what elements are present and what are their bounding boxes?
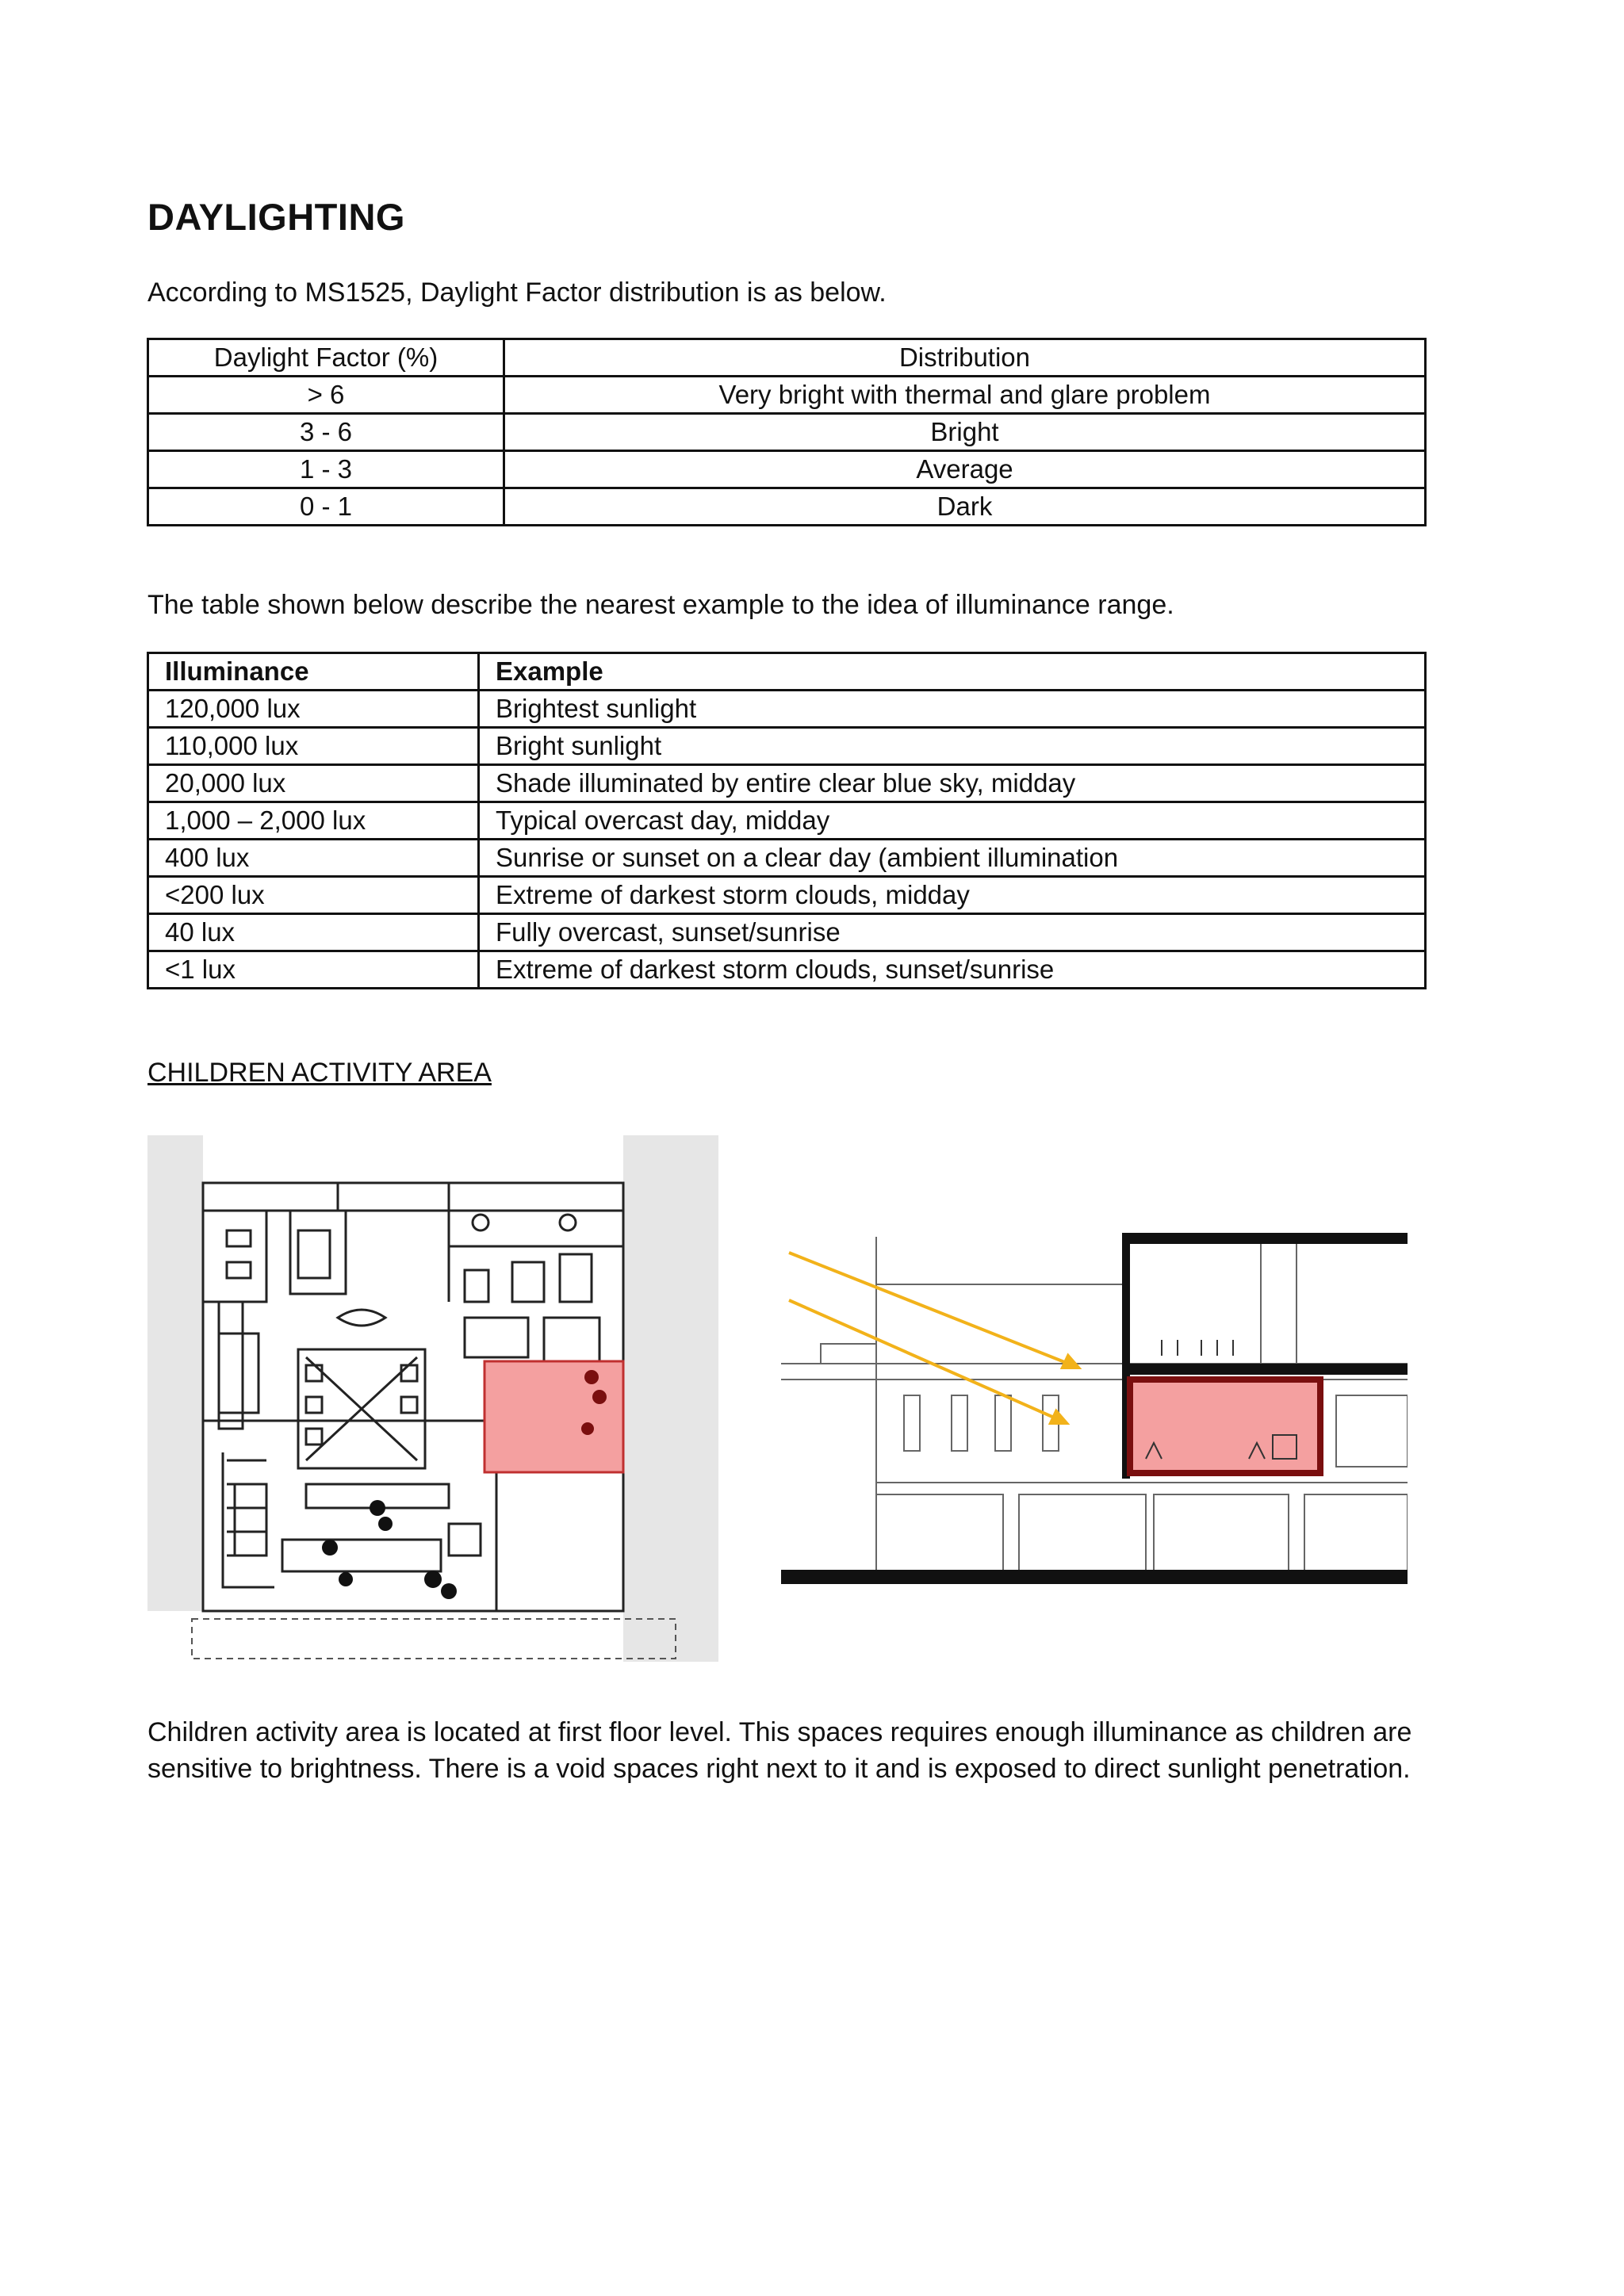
table-cell: 120,000 lux	[148, 691, 479, 728]
illuminance-table	[147, 652, 1427, 989]
table-header-row	[148, 339, 1426, 377]
table-cell: Bright sunlight	[479, 728, 1426, 765]
table-cell: Average	[504, 451, 1426, 488]
table-row	[148, 765, 1426, 802]
table-header-cell: Distribution	[504, 339, 1426, 377]
table-cell: 400 lux	[148, 840, 479, 877]
table-row	[148, 951, 1426, 989]
table-header-cell: Daylight Factor (%)	[148, 339, 504, 377]
table-cell: Very bright with thermal and glare problem	[504, 377, 1426, 414]
table-cell: <200 lux	[148, 877, 479, 914]
table-cell: 110,000 lux	[148, 728, 479, 765]
table-row	[148, 488, 1426, 526]
table-row	[148, 377, 1426, 414]
table-row	[148, 877, 1426, 914]
table-cell: 40 lux	[148, 914, 479, 951]
table-cell: Extreme of darkest storm clouds, sunset/sunrise	[479, 951, 1426, 989]
table-cell: 20,000 lux	[148, 765, 479, 802]
daylight-intro-text: According to MS1525, Daylight Factor distribution is as below.	[147, 277, 887, 308]
table-cell: Sunrise or sunset on a clear day (ambient illumination	[479, 840, 1426, 877]
table-cell: Extreme of darkest storm clouds, midday	[479, 877, 1426, 914]
table-row	[148, 802, 1426, 840]
table-row	[148, 691, 1426, 728]
table-cell: Fully overcast, sunset/sunrise	[479, 914, 1426, 951]
daylight-factor-table	[147, 338, 1427, 526]
building-section-image	[781, 1221, 1408, 1594]
table-cell: Typical overcast day, midday	[479, 802, 1426, 840]
table-cell: 3 - 6	[148, 414, 504, 451]
table-cell: 1 - 3	[148, 451, 504, 488]
table-cell: 1,000 – 2,000 lux	[148, 802, 479, 840]
children-area-description: Children activity area is located at first floor level. This spaces requires enough illuminance as children are sensitive to brightness. There is a void spaces right next to it and is exposed to direct sunlight penetration.	[147, 1717, 1412, 1784]
table-cell: Brightest sunlight	[479, 691, 1426, 728]
children-area-highlight	[485, 1361, 623, 1472]
page-title: DAYLIGHTING	[147, 196, 405, 238]
table-header-cell: Illuminance	[148, 653, 479, 691]
table-row	[148, 451, 1426, 488]
table-header-row	[148, 653, 1426, 691]
table-cell: Shade illuminated by entire clear blue sky, midday	[479, 765, 1426, 802]
table-cell: > 6	[148, 377, 504, 414]
table-row	[148, 840, 1426, 877]
table-cell: 0 - 1	[148, 488, 504, 526]
table-row	[148, 414, 1426, 451]
table-cell: Dark	[504, 488, 1426, 526]
table-header-cell: Example	[479, 653, 1426, 691]
section-heading: CHILDREN ACTIVITY AREA	[147, 1058, 492, 1088]
illuminance-intro-text: The table shown below describe the nearest example to the idea of illuminance range.	[147, 590, 1174, 620]
table-cell: Bright	[504, 414, 1426, 451]
table-row	[148, 914, 1426, 951]
table-row	[148, 728, 1426, 765]
floor-plan-image	[147, 1135, 718, 1662]
table-cell: <1 lux	[148, 951, 479, 989]
